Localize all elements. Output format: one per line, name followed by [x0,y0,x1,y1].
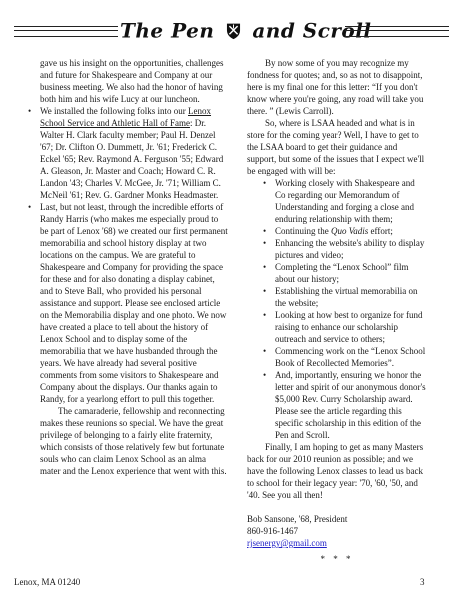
bullet-hall-of-fame: • We installed the following folks into our Lenox School Service and Athletic Hall of Fame: Dr. Walter H. Clark faculty member; Paul H. Denzel '67; Dr. Clifton O. Dummett, Jr. '61; Frederick C. Eckel '65; Rev. Raymond A. Ferguson '55; Edward A. Gleason, Jr. Master and Coach; Howard C. R. Landon '43; Charles V. McGee, Jr. '71; William C. McNeil '61; Rev. G. Gardner Monks Headmaster. [28,106,224,200]
right-bullet-list [247,177,427,441]
bullet-item: • Completing the “Lenox School” film about our history; [263,262,409,284]
bullet-item: • And, importantly, ensuring we honor the letter and spirit of our anonymous donor's $5,000 Rev. Curry Scholarship award. Please see the article regarding this specific scholarship in this edition of the Pen and Scroll. [263,370,426,440]
continued-paragraph: gave us his insight on the opportunities, challenges and future for Shakespeare and Company at our business meeting. We also had the honor of having both him and his wife Lucy at our luncheon. [40,58,224,104]
masthead [14,14,449,52]
masthead-rule-right [345,26,449,37]
crest-icon [225,22,242,40]
bullet-dot: • [28,106,32,116]
camaraderie-paragraph: The camaraderie, fellowship and reconnecting makes these reunions so special. We have the great privilege of belonging to a fairly elite fraternity, which consists of those relatively few but fortunate souls who can claim Lenox School as an alma mater and the Lenox experience that went with this. [40,406,227,476]
footer-location: Lenox, MA 01240 [14,577,81,587]
left-column [28,57,228,477]
masthead-rule-left [14,26,118,37]
bullet-item: • Working closely with Shakespeare and Co regarding our Memorandum of Understanding and forging a close and enduring relationship with them; [263,178,415,224]
title-part-1: The Pen [120,18,215,43]
right-column [247,57,427,565]
hall-of-fame-title: Lenox School Service and Athletic Hall of Fame [40,106,212,128]
section-end-stars: * * * [320,554,354,564]
bullet-item: • Enhancing the website's ability to display pictures and video; [263,238,425,260]
title-part-2: and Scroll [252,18,372,43]
signature-name: Bob Sansone, '68, President [247,514,348,524]
left-bullet-list [28,105,228,405]
bullet-item: • Establishing the virtual memorabilia on the website; [263,286,418,308]
finally-paragraph: Finally, I am hoping to get as many Masters back for our 2010 reunion as possible; and we have the following Lenox classes to lead us back to school for their legacy year: '70, '60, '50, and '40. See you all then! [247,442,424,500]
bullet-memorabilia: • Last, but not least, through the incredible efforts of Randy Harris (who makes me especially proud to be part of Lenox '68) we created our first permanent memorabilia and school history display at two locations on the campus. We are grateful to Shakespeare and Company for providing the space for these and for also donating a display cabinet, and to Steve Ball, who provided his personal assistance and support. Please see enclosed article on the Memorabilia display and one photo. We now have created a place to tell about the history of Lenox School and to display some of the memorabilia that we have husbanded through the years. We have already had several positive comments from some visitors to Shakespeare and Company about the displays. Our thanks again to Randy, for a yearlong effort to pull this together. [28,202,228,404]
signature-phone: 860-916-1467 [247,526,298,536]
bullet-item: • Commencing work on the “Lenox School Book of Recollected Memories”. [263,346,426,368]
email-link[interactable]: rjsenergy@gmail.com [247,538,327,548]
lsaa-paragraph: So, where is LSAA headed and what is in store for the coming year? Well, I have to get to the LSAA board to get their guidance and support, but some of the issues that I expect we'll be engaged with will be: [247,118,425,176]
bullet-item: • Continuing the Quo Vadis effort; [263,226,393,236]
bullet-dot: • [28,202,32,212]
bullet-item: • Looking at how best to organize for fund raising to enhance our scholarship outreach and service to others; [263,310,423,344]
newsletter-title [120,17,372,43]
quotes-paragraph: By now some of you may recognize my fondness for quotes; and, so as not to disappoint, here is my final one for this letter: “If you don't know where you're going, any road will take you there. ” (Lewis Carroll). [247,58,424,116]
page-number: 3 [420,577,425,587]
